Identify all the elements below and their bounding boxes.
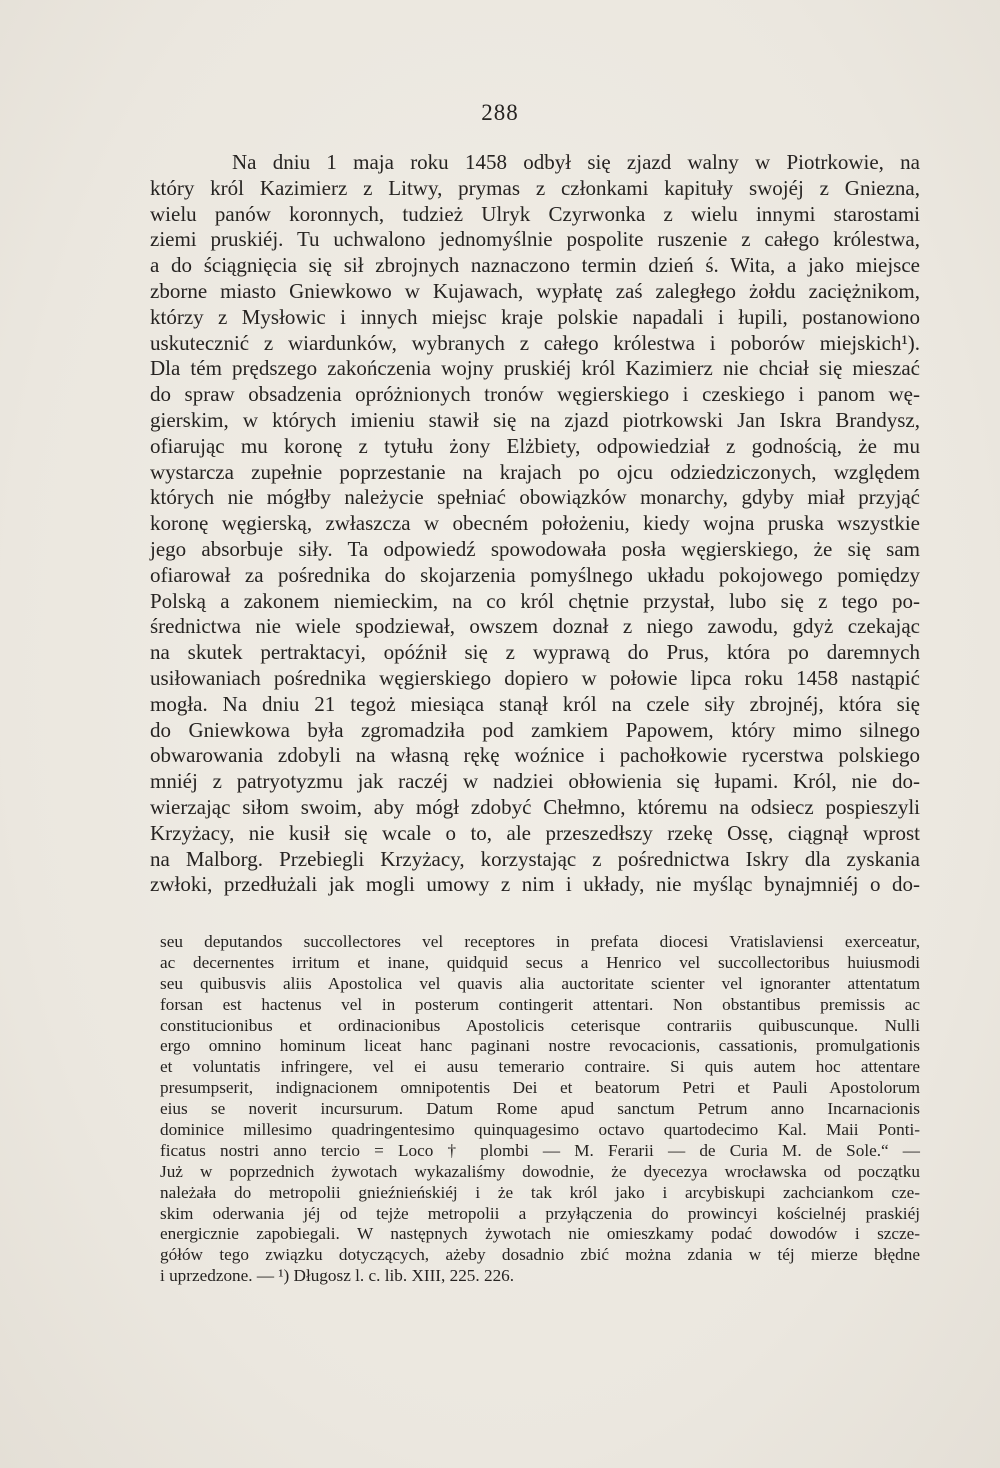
main-text-line: do spraw obsadzenia opróżnionych tronów węgierskiego i czeskiego i panom wę- bbox=[150, 382, 920, 407]
footnote-line: ficatus nostri anno tercio = Loco † plombi — M. Ferarii — de Curia M. de Sole.“ — bbox=[160, 1140, 920, 1160]
main-text-line: Krzyżacy, nie kusił się wcale o to, ale przeszedłszy rzekę Ossę, ciągnął wprost bbox=[150, 820, 920, 845]
main-text-line: usiłowaniach pośrednika węgierskiego dopiero w połowie lipca roku 1458 nastąpić bbox=[150, 665, 920, 690]
footnote-line: et voluntatis infringere, vel ei ausu temerario contraire. Si quis autem hoc attentare bbox=[160, 1057, 920, 1077]
main-text-line: wielu panów koronnych, tudzież Ulryk Czyrwonka z wielu innymi starostami bbox=[150, 201, 920, 226]
main-text-line: Polską a zakonem niemieckim, na co król chętnie przystał, lubo się z tego po- bbox=[150, 588, 920, 613]
footnote-line: Już w poprzednich żywotach wykazaliśmy dowodnie, że dyecezya wrocławska od początku bbox=[160, 1161, 920, 1181]
main-text-line: którzy z Mysłowic i innych miejsc kraje polskie napadali i łupili, postanowiono bbox=[150, 304, 920, 329]
main-text-line: koronę węgierską, zwłaszcza w obecném położeniu, kiedy wojna pruska wszystkie bbox=[150, 511, 920, 536]
footnote-line: dominice millesimo quadringentesimo quinquagesimo octavo quartodecimo Kal. Maii Ponti- bbox=[160, 1120, 920, 1140]
main-text-line: mogła. Na dniu 21 tegoż miesiąca stanął król na czele siły zbrojnéj, która się bbox=[150, 691, 920, 716]
main-text-line: ziemi pruskiéj. Tu uchwalono jednomyślnie pospolite ruszenie z całego królestwa, bbox=[150, 227, 920, 252]
footnote-line: presumpserit, indignacionem omnipotentis Dei et beatorum Petri et Pauli Apostolorum bbox=[160, 1078, 920, 1098]
footnote-line: ergo omnino hominum liceat hanc paginani nostre revocacionis, cassationis, promulgationis bbox=[160, 1036, 920, 1056]
footnote-line: gółów tego związku dotyczących, ażeby dosadnio zbić można zdania w téj mierze błędne bbox=[160, 1245, 920, 1265]
main-text-line: średnictwa nie wiele spodziewał, owszem doznał z niego zawodu, gdyż czekając bbox=[150, 614, 920, 639]
footnote-line: constitucionibus et ordinacionibus Apostolicis ceterisque contrariis quibuscunque. Nulli bbox=[160, 1015, 920, 1035]
footnote-line: skim oderwania jéj od tejże metropolii a przyłączenia do prowincyi kościelnéj praskiéj bbox=[160, 1203, 920, 1223]
main-text-line: ofiarował za pośrednika do skojarzenia pomyślnego układu pokojowego pomiędzy bbox=[150, 562, 920, 587]
main-text-line: który król Kazimierz z Litwy, prymas z członkami kapituły swojéj z Gniezna, bbox=[150, 175, 920, 200]
main-text-line: Dla tém prędszego zakończenia wojny pruskiéj król Kazimierz nie chciał się mieszać bbox=[150, 356, 920, 381]
footnote-line: energicznie zapobiegali. W następnych żywotach nie omieszkamy podać dowodów i szcze- bbox=[160, 1224, 920, 1244]
main-text-line: Na dniu 1 maja roku 1458 odbył się zjazd walny w Piotrkowie, na bbox=[232, 150, 920, 174]
footnote-line: należała do metropolii gnieźnieńskiéj i że tak król jako i arcybiskupi zachciankom cze- bbox=[160, 1182, 920, 1202]
footnote-line: seu quibusvis aliis Apostolica vel quavis alia auctoritate scienter vel ignoranter attentatum bbox=[160, 973, 920, 993]
footnote-line: seu deputandos succollectores vel receptores in prefata diocesi Vratislaviensi exerceatur, bbox=[160, 932, 920, 951]
main-text-line: ofiarując mu koronę z tytułu żony Elżbiety, odpowiedział z godnością, że mu bbox=[150, 433, 920, 458]
main-text-line: których nie mógłby należycie spełniać obowiązków monarchy, gdyby miał przyjąć bbox=[150, 485, 920, 510]
main-text-line: uskutecznić z wiardunków, wybranych z całego królestwa i poborów miejskich¹). bbox=[150, 330, 920, 355]
footnote-line: ac decernentes irritum et inane, quidquid secus a Henrico vel succollectoribus huiusmodi bbox=[160, 952, 920, 972]
footnote-text bbox=[160, 932, 920, 1287]
main-text-line: obwarowania zdobyli na własną rękę woźnice i pachołkowie rycerstwa polskiego bbox=[150, 743, 920, 768]
main-text-line: na skutek pertraktacyi, opóźnił się z wyprawą do Prus, która po daremnych bbox=[150, 640, 920, 665]
main-text-line: mniéj z patryotyzmu jak raczéj w nadziei obłowienia się łupami. Król, nie do- bbox=[150, 769, 920, 794]
page-number: 288 bbox=[481, 100, 519, 125]
footnote-line: i uprzedzone. — ¹) Długosz l. c. lib. XIII, 225. 226. bbox=[160, 1266, 515, 1286]
footnote-line: eius se noverit incursurum. Datum Rome apud sanctum Petrum anno Incarnacionis bbox=[160, 1099, 920, 1119]
main-text-line: wierzając siłom swoim, aby mógł zdobyć Chełmno, któremu na odsiecz pospieszyli bbox=[150, 794, 920, 819]
footnote-line: forsan est hactenus vel in posterum contingerit attentari. Non obstantibus premissis ac bbox=[160, 994, 920, 1014]
main-text-line: gierskim, w których imieniu stawił się na zjazd piotrkowski Jan Iskra Brandysz, bbox=[150, 407, 920, 432]
main-text-line: zborne miasto Gniewkowo w Kujawach, wypłatę zaś zaległego żołdu zaciężnikom, bbox=[150, 278, 920, 303]
main-text-line: a do ściągnięcia się sił zbrojnych naznaczono termin dzień ś. Wita, a jako miejsce bbox=[150, 253, 920, 278]
main-text-line: jego absorbuje siły. Ta odpowiedź spowodowała posła węgierskiego, że się sam bbox=[150, 536, 920, 561]
main-text-line: wystarcza zupełnie poprzestanie na krajach po ojcu odziedziczonych, względem bbox=[150, 459, 920, 484]
main-text-line: na Malborg. Przebiegli Krzyżacy, korzystając z pośrednictwa Iskry dla zyskania bbox=[150, 846, 920, 871]
main-text bbox=[150, 150, 920, 898]
main-text-line: do Gniewkowa była zgromadziła pod zamkiem Papowem, który mimo silnego bbox=[150, 717, 920, 742]
main-text-line: zwłoki, przedłużali jak mogli umowy z nim i układy, nie myśląc bynajmniéj o do- bbox=[150, 872, 920, 897]
